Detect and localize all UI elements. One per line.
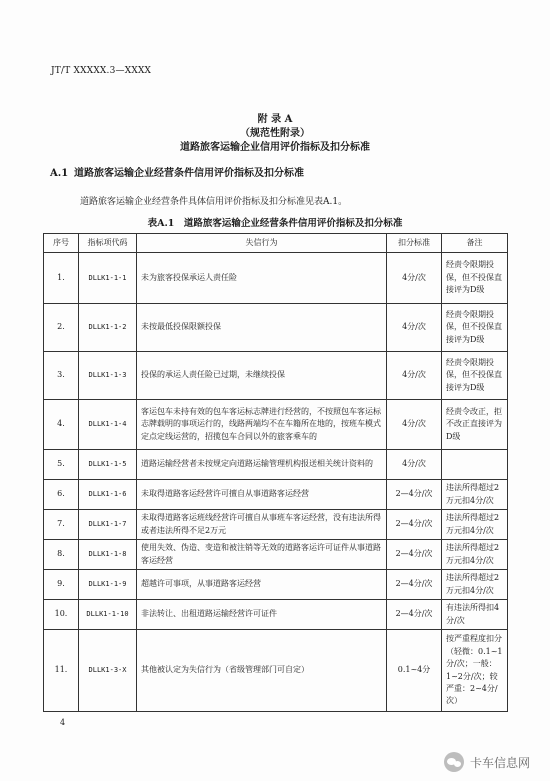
row-seq: 8.	[44, 540, 79, 570]
header-seq: 序号	[44, 234, 79, 253]
row-score: 4分/次	[387, 304, 442, 352]
appendix-type: （规范性附录）	[240, 128, 310, 139]
page-number: 4	[60, 718, 66, 727]
row-score: 0.1~4分	[387, 630, 442, 712]
row-seq: 9.	[44, 570, 79, 600]
row-note: 经责令限期投保，但不投保直接评为D级	[442, 304, 508, 352]
row-note	[442, 450, 508, 480]
appendix-title: 附 录 A	[257, 114, 293, 125]
row-score: 4分/次	[387, 352, 442, 400]
row-score: 2—4分/次	[387, 540, 442, 570]
table-row	[44, 304, 508, 352]
table-row	[44, 540, 508, 570]
intro-paragraph: 道路旅客运输企业经营条件具体信用评价指标及扣分标准见表A.1。	[80, 197, 348, 207]
row-note: 按严重程度扣分（轻微：0.1~1分/次；一般：1~2分/次；较严重：2~4分/次）	[442, 630, 508, 712]
row-score: 2—4分/次	[387, 510, 442, 540]
table-row	[44, 400, 508, 450]
row-behavior: 未取得道路客运班线经营许可擅自从事班车客运经营，没有违法所得或者违法所得不足2万元	[137, 510, 387, 540]
row-code: DLLK1-3-X	[79, 630, 137, 712]
row-code: DLLK1-1-1	[79, 253, 137, 304]
section-heading	[50, 164, 304, 179]
table-row	[44, 600, 508, 630]
row-score: 2—4分/次	[387, 570, 442, 600]
row-seq: 6.	[44, 480, 79, 510]
row-note: 经责令限期投保，但不投保直接评为D级	[442, 352, 508, 400]
row-behavior: 投保的承运人责任险已过期，未继续投保	[137, 352, 387, 400]
watermark	[444, 752, 530, 772]
row-code: DLLK1-1-2	[79, 304, 137, 352]
row-seq: 7.	[44, 510, 79, 540]
table-caption: 表A.1 道路旅客运输企业经营条件信用评价指标及扣分标准	[147, 218, 403, 229]
row-code: DLLK1-1-5	[79, 450, 137, 480]
table-row	[44, 510, 508, 540]
table-row	[44, 570, 508, 600]
row-seq: 11.	[44, 630, 79, 712]
row-note: 经责令改正，拒不改正直接评为D级	[442, 400, 508, 450]
row-code: DLLK1-1-6	[79, 480, 137, 510]
row-seq: 5.	[44, 450, 79, 480]
table-header-row	[44, 234, 508, 253]
row-note: 违法所得超过2万元扣4分/次	[442, 570, 508, 600]
row-behavior: 使用失效、伪造、变造和被注销等无效的道路客运许可证件从事道路客运经营	[137, 540, 387, 570]
section-number: A.1	[50, 168, 69, 179]
header-score: 扣分标准	[387, 234, 442, 253]
row-seq: 10.	[44, 600, 79, 630]
wechat-icon	[444, 752, 464, 772]
row-code: DLLK1-1-9	[79, 570, 137, 600]
row-seq: 1.	[44, 253, 79, 304]
row-behavior: 未按最低投保限额投保	[137, 304, 387, 352]
row-behavior: 未为旅客投保承运人责任险	[137, 253, 387, 304]
row-score: 2—4分/次	[387, 480, 442, 510]
row-note: 违法所得超过2万元扣4分/次	[442, 540, 508, 570]
table-row	[44, 450, 508, 480]
row-note: 有违法所得扣4分/次	[442, 600, 508, 630]
row-seq: 4.	[44, 400, 79, 450]
table-row	[44, 630, 508, 712]
row-score: 4分/次	[387, 450, 442, 480]
header-note: 备注	[442, 234, 508, 253]
row-behavior: 客运包车未持有效的包车客运标志牌进行经营的，不按照包车客运标志牌载明的事项运行的，线路两端均不在车籍所在地的，按班车模式定点定线运营的，招揽包车合同以外的旅客乘车的	[137, 400, 387, 450]
row-note: 违法所得超过2万元扣4分/次	[442, 510, 508, 540]
row-code: DLLK1-1-8	[79, 540, 137, 570]
standard-code: JT/T XXXXX.3—XXXX	[51, 66, 152, 76]
appendix-subject: 道路旅客运输企业信用评价指标及扣分标准	[180, 142, 370, 153]
watermark-text: 卡车信息网	[469, 755, 530, 770]
row-behavior: 未取得道路客运经营许可擅自从事道路客运经营	[137, 480, 387, 510]
header-code: 指标项代码	[79, 234, 137, 253]
row-code: DLLK1-1-3	[79, 352, 137, 400]
row-behavior: 道路运输经营者未按规定向道路运输管理机构报送相关统计资料的	[137, 450, 387, 480]
row-score: 2—4分/次	[387, 600, 442, 630]
row-code: DLLK1-1-4	[79, 400, 137, 450]
header-behavior: 失信行为	[137, 234, 387, 253]
row-behavior: 其他被认定为失信行为（省级管理部门可自定）	[137, 630, 387, 712]
table-row	[44, 253, 508, 304]
table-row	[44, 480, 508, 510]
row-behavior: 非法转让、出租道路运输经营许可证件	[137, 600, 387, 630]
credit-table	[43, 233, 508, 712]
row-code: DLLK1-1-7	[79, 510, 137, 540]
row-behavior: 超越许可事项，从事道路客运经营	[137, 570, 387, 600]
section-title: 道路旅客运输企业经营条件信用评价指标及扣分标准	[74, 168, 304, 179]
row-score: 4分/次	[387, 253, 442, 304]
row-code: DLLK1-1-10	[79, 600, 137, 630]
row-score: 4分/次	[387, 400, 442, 450]
row-note: 经责令限期投保，但不投保直接评为D级	[442, 253, 508, 304]
row-note: 违法所得超过2万元扣4分/次	[442, 480, 508, 510]
row-seq: 2.	[44, 304, 79, 352]
table-row	[44, 352, 508, 400]
row-seq: 3.	[44, 352, 79, 400]
